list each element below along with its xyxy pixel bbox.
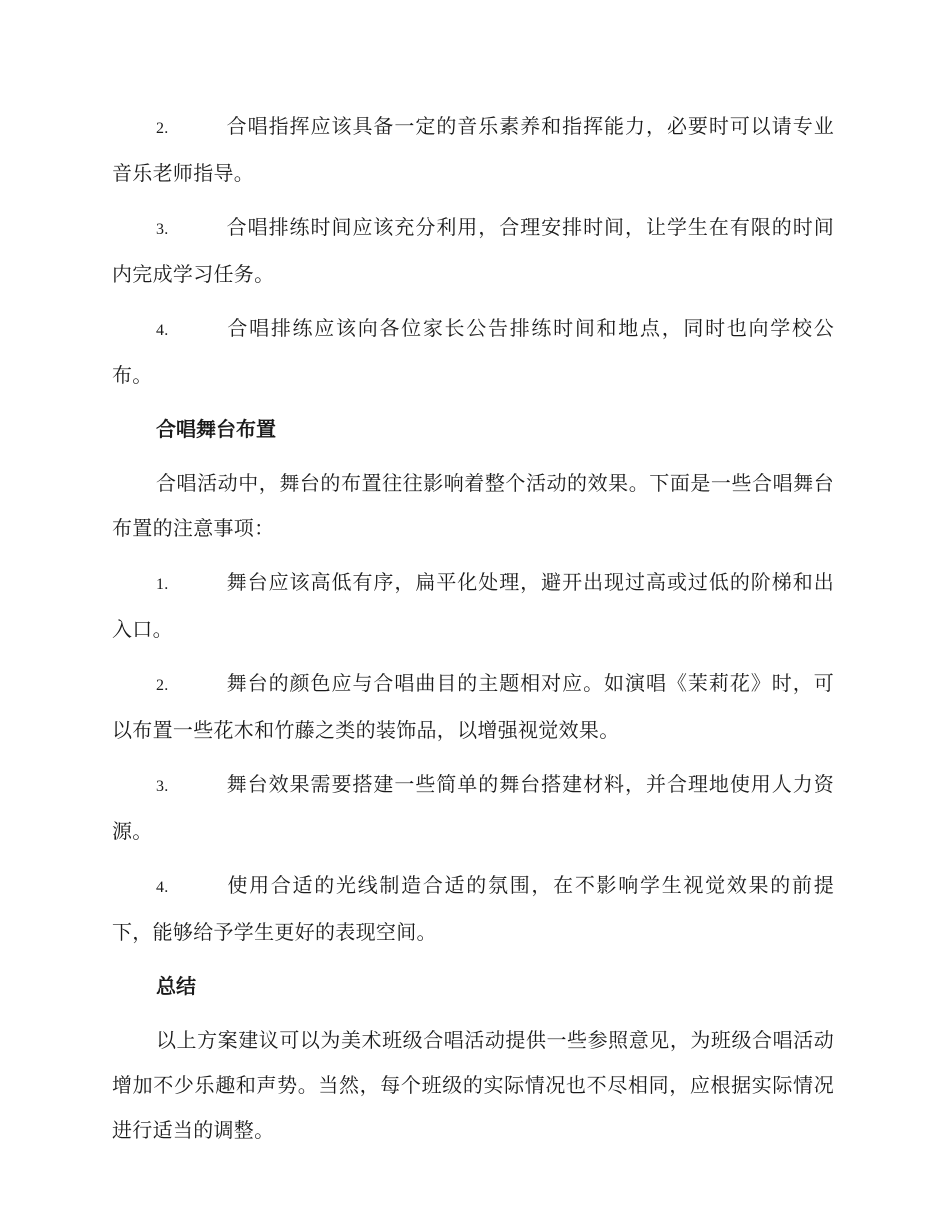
list-number: 2. xyxy=(156,677,169,694)
section-heading-stage: 合唱舞台布置 xyxy=(156,417,276,441)
list-text: 合唱排练应该向各位家长公告排练时间和地点，同时也向学校公布。 xyxy=(112,316,834,387)
list-text: 舞台应该高低有序，扁平化处理，避开出现过高或过低的阶梯和出入口。 xyxy=(112,570,834,641)
list-text: 合唱指挥应该具备一定的音乐素养和指挥能力，必要时可以请专业音乐老师指导。 xyxy=(112,114,834,185)
list-item xyxy=(112,306,834,398)
list-item xyxy=(112,104,834,196)
list-text: 合唱排练时间应该充分利用，合理安排时间，让学生在有限的时间内完成学习任务。 xyxy=(112,215,834,286)
list-item xyxy=(112,762,834,854)
summary-paragraph: 以上方案建议可以为美术班级合唱活动提供一些参照意见，为班级合唱活动增加不少乐趣和声势。当然，每个班级的实际情况也不尽相同，应根据实际情况进行适当的调整。 xyxy=(112,1028,834,1142)
list-item xyxy=(112,560,834,652)
stage-intro-paragraph: 合唱活动中，舞台的布置往往影响着整个活动的效果。下面是一些合唱舞台布置的注意事项： xyxy=(112,471,834,540)
list-number: 4. xyxy=(156,322,169,339)
list-text: 舞台效果需要搭建一些简单的舞台搭建材料，并合理地使用人力资源。 xyxy=(112,772,834,843)
list-text: 舞台的颜色应与合唱曲目的主题相对应。如演唱《茉莉花》时，可以布置一些花木和竹藤之类的装饰品，以增强视觉效果。 xyxy=(112,671,834,742)
list-number: 2. xyxy=(156,120,169,137)
list-number: 3. xyxy=(156,221,169,238)
section-heading-summary: 总结 xyxy=(156,974,196,998)
list-number: 1. xyxy=(156,576,169,593)
list-item xyxy=(112,863,834,955)
document-page xyxy=(112,104,834,1162)
list-item xyxy=(112,205,834,297)
list-number: 4. xyxy=(156,879,169,896)
list-item xyxy=(112,661,834,753)
list-text: 使用合适的光线制造合适的氛围，在不影响学生视觉效果的前提下，能够给予学生更好的表现空间。 xyxy=(112,873,834,944)
list-number: 3. xyxy=(156,778,169,795)
